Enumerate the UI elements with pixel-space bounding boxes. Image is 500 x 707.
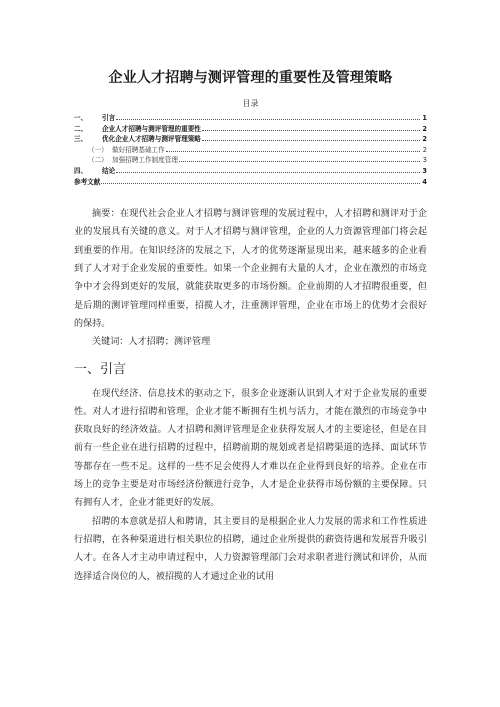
toc-entry-page: 1 bbox=[422, 114, 427, 122]
toc-entry-number: （二） bbox=[88, 156, 108, 165]
toc-entry-page: 2 bbox=[422, 124, 427, 133]
abstract-text: 摘要：在现代社会企业人才招聘与测评管理的发展过程中，人才招聘和测评对于企业的发展具有关键的意义。对于人才招聘与测评管理，企业的人力资源管理部门将会起到重要的作用。在知识经济的发展之下，人才的优势逐渐显现出来，越来越多的企业看到了人才对于企业发展的重要性。如果一个企业拥有大量的人才，企业在激烈的市场竞争中才会得到更好的发展，就能获取更多的市场份额。企业前期的人才招聘很重要，但是后期的测评管理同样重要，招揽人才，注重测评管理，企业在市场上的优势才会很好的保持。 bbox=[74, 209, 427, 329]
toc-entry-page: 4 bbox=[422, 177, 427, 186]
section-heading-introduction: 一、引言 bbox=[74, 361, 127, 377]
keywords: 关键词：人才招聘；测评管理 bbox=[92, 337, 211, 348]
toc-entry-page: 3 bbox=[422, 166, 427, 175]
toc-entry-system-management[interactable] bbox=[74, 155, 427, 166]
toc-entry-label: 加强招聘工作制度管理 bbox=[112, 156, 178, 165]
toc-entry-page: 2 bbox=[422, 135, 427, 144]
abstract bbox=[74, 205, 427, 333]
toc-entry-label: 参考文献 bbox=[74, 177, 101, 186]
toc-entry-label: 企业人才招聘与测评管理的重要性 bbox=[102, 124, 201, 133]
toc-entry-label: 做好招聘基础工作 bbox=[112, 145, 165, 154]
body-paragraph: 在现代经济、信息技术的驱动之下，很多企业逐渐认识到人才对于企业发展的重要性。对人才进行招聘和管理，企业才能不断拥有生机与活力，才能在激烈的市场竞争中获取良好的经济效益。人才招聘和测评管理是企业获得发展人才的主要途径，但是在目前有一些企业在进行招聘的过程中，招聘前期的规划或者是招聘渠道的选择、面试环节等都存在一些不足。这样的一些不足会使得人才难以在企业得到良好的培养。企业在市场上的竞争主要是对市场经济份额进行竞争，人才是企业获得市场份额的主要保障。只有拥有人才，企业才能更好的发展。 bbox=[74, 388, 427, 509]
toc-leader-dots bbox=[179, 155, 420, 162]
toc-entry-label: 优化企业人才招聘与测评管理策略 bbox=[102, 135, 201, 144]
toc-entry-page: 3 bbox=[422, 156, 427, 165]
toc-heading: 目录 bbox=[242, 99, 259, 108]
toc-entry-number: 三、 bbox=[74, 135, 88, 144]
document-title: 企业人才招聘与测评管理的重要性及管理策略 bbox=[108, 70, 393, 86]
toc-leader-dots bbox=[166, 145, 420, 152]
toc-leader-dots bbox=[116, 113, 420, 120]
toc-entry-conclusion[interactable] bbox=[74, 166, 427, 177]
toc-entry-label: 结论 bbox=[102, 166, 116, 175]
toc-entry-strategy[interactable] bbox=[74, 134, 427, 145]
toc-leader-dots bbox=[101, 177, 420, 184]
table-of-contents bbox=[74, 113, 427, 187]
toc-entry-page: 2 bbox=[422, 145, 427, 154]
toc-entry-introduction[interactable] bbox=[74, 113, 427, 124]
toc-leader-dots bbox=[202, 124, 420, 131]
toc-entry-references[interactable] bbox=[74, 177, 427, 188]
body-paragraph: 招聘的本意就是招人和聘请，其主要目的是根据企业人力发展的需求和工作性质进行招聘，在各种渠道进行相关职位的招聘，通过企业所提供的薪资待遇和发展晋升吸引人才。在各人才主动申请过程中，人力资源管理部门会对求职者进行测试和评价，从而选择适合岗位的人，被招揽的人才通过企业的试用 bbox=[74, 516, 427, 582]
toc-leader-dots bbox=[116, 166, 420, 173]
toc-entry-label: 引言 bbox=[102, 114, 116, 122]
section-body-introduction bbox=[74, 385, 427, 586]
toc-entry-importance[interactable] bbox=[74, 124, 427, 135]
toc-leader-dots bbox=[202, 134, 420, 141]
toc-entry-number: 二、 bbox=[74, 124, 88, 133]
toc-entry-recruit-basics[interactable] bbox=[74, 145, 427, 156]
toc-entry-number: （一） bbox=[88, 145, 108, 154]
toc-entry-number: 四、 bbox=[74, 166, 88, 175]
toc-entry-number: 一、 bbox=[74, 114, 88, 122]
